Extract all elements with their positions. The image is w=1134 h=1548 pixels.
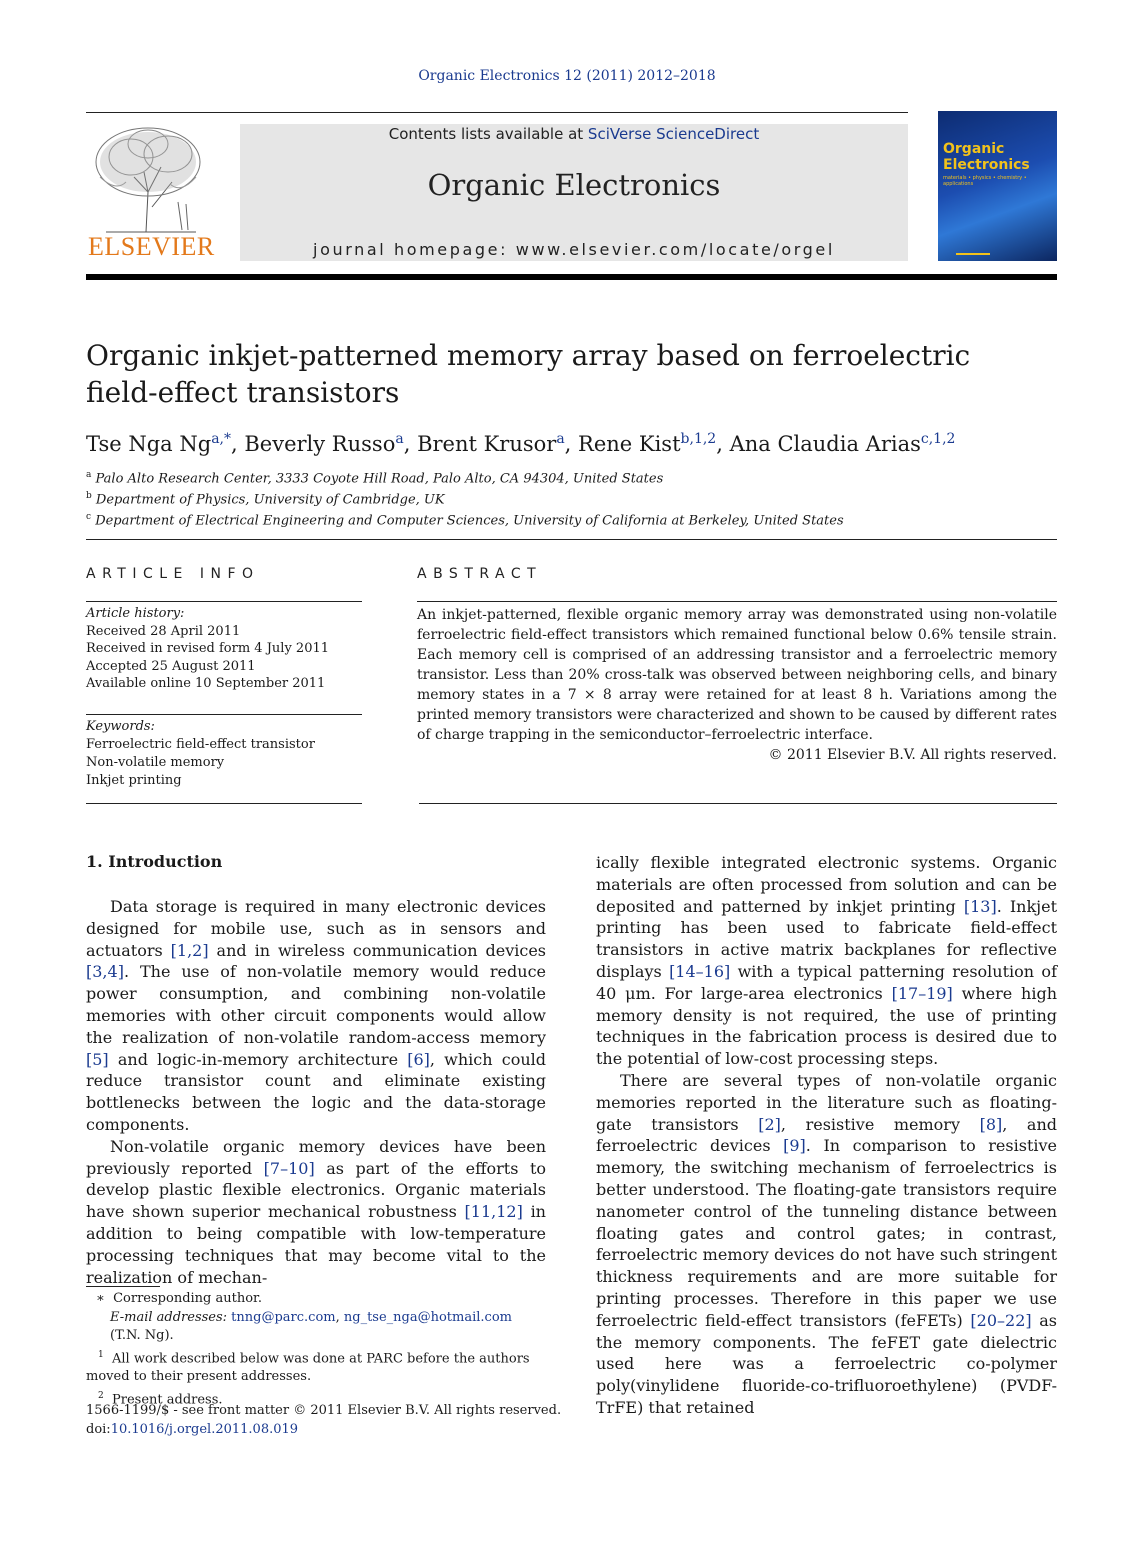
citation-ref[interactable]: [14–16] (669, 961, 731, 981)
author-separator: , (403, 432, 418, 456)
email-link[interactable]: tnng@parc.com (231, 1309, 336, 1325)
keyword: Inkjet printing (86, 773, 182, 788)
body-text: as the memory components. The feFET gate dielectric used here was a ferroelectric co-polymer poly(vinylidene fluoride-co-trifluoroethylene) (PVDF-TrFE) that retained (596, 1310, 1057, 1417)
affiliation (86, 509, 1046, 530)
affiliation-mark: a (86, 470, 92, 480)
info-rule (86, 803, 362, 804)
body-text: in addition to being compatible with low-temperature processing techniques that may become vital to the realization of mechan- (86, 1202, 546, 1287)
body-text: where high memory density is not required, the use of printing techniques in the fabrication process is desired due to the potential of low-cost processing steps. (596, 983, 1058, 1069)
footnotes (86, 1290, 546, 1410)
author-separator: , (716, 432, 730, 456)
body-text: . In comparison to resistive memory, the switching mechanism of ferroelectrics is better understood. The floating-gate transistors require nanometer control of the tunneling distance between floating gates and control gates; in contrast, ferroelectric memory devices do not have such stringent thickness requirements and are more suitable for printing processes. Therefore in this paper we use ferroelectric field-effect transistors (feFETs) (596, 1136, 1057, 1330)
header-rule (86, 112, 908, 113)
author-affil-mark[interactable]: b,1,2 (680, 431, 717, 447)
footnote-2: $^2$ Present address. (98, 1390, 223, 1408)
body-text: , resistive memory (780, 1114, 980, 1134)
article-history (86, 605, 362, 693)
cover-bar (956, 253, 990, 255)
paragraph (86, 896, 546, 1136)
footnote-1: $^1$ All work described below was done at PARC before the authors moved to their present addresses. (86, 1349, 530, 1385)
doi-link[interactable]: 10.1016/j.orgel.2011.08.019 (110, 1421, 299, 1437)
contents-line (240, 125, 908, 143)
body-text: with a typical patterning resolution of 40 μm. For large-area electronics (596, 961, 1057, 1003)
doi-line (86, 1421, 686, 1440)
body-text: as part of the efforts to develop plastic flexible electronics. Organic materials have shown superior mechanical robustness (86, 1158, 547, 1222)
history-item: Available online 10 September 2011 (86, 676, 326, 692)
citation-ref[interactable]: [2] (758, 1114, 781, 1134)
elsevier-logo (86, 122, 214, 262)
body-column-left (86, 896, 546, 1288)
contents-prefix: Contents lists available at (388, 125, 588, 143)
abstract-copyright: © 2011 Elsevier B.V. All rights reserved. (768, 747, 1057, 763)
section-heading: 1. Introduction (86, 852, 223, 871)
keyword: Non-volatile memory (86, 755, 225, 770)
paragraph (596, 852, 1057, 1070)
citation-ref[interactable]: [20–22] (970, 1310, 1032, 1330)
keyword: Ferroelectric field-effect transistor (86, 737, 315, 752)
abstract-rule (417, 601, 1057, 602)
author-affil-mark[interactable]: a (556, 431, 565, 447)
section-rule (86, 539, 1057, 540)
citation-ref[interactable]: [17–19] (891, 983, 953, 1003)
abstract-text: An inkjet-patterned, flexible organic memory array was demonstrated using non-volatile ferroelectric field-effect transistors which remained functional below 0.6% tensile strain. Each memory cell is comprised of an addressing transistor and a ferroelectric memory transistor. Less than 20% cross-talk was observed between neighboring cells, and binary memory states in a 7 × 8 array were retained for at least 8 h. Variations among the printed memory transistors were characterized and shown to be caused by different rates of charge trapping in the semiconductor–ferroelectric interface. (417, 607, 1057, 743)
elsevier-wordmark: ELSEVIER (88, 232, 215, 261)
email-link[interactable]: ng_tse_nga@hotmail.com (343, 1309, 512, 1325)
citation-ref[interactable]: [3,4] (86, 962, 124, 982)
affiliation (86, 488, 1046, 509)
journal-cover[interactable] (938, 111, 1057, 261)
author-affil-mark[interactable]: a,* (211, 431, 231, 447)
keywords-label: Keywords: (86, 719, 155, 734)
body-text: , and ferroelectric devices (596, 1114, 1058, 1156)
author-separator: , (564, 432, 579, 456)
abstract-rule (419, 803, 1057, 804)
email-suffix: (T.N. Ng). (110, 1328, 174, 1343)
author-affil-mark[interactable]: c,1,2 (920, 431, 956, 447)
citation-ref[interactable]: [13] (963, 896, 997, 916)
body-text: and in wireless communication devices (208, 940, 546, 960)
history-item: Received 28 April 2011 (86, 623, 241, 639)
footnote-rule (86, 1286, 160, 1287)
citation-ref[interactable]: [8] (979, 1114, 1003, 1134)
info-rule (86, 714, 362, 715)
email-label: E-mail addresses: (110, 1309, 232, 1325)
history-item: Accepted 25 August 2011 (86, 658, 256, 674)
affiliation-mark: b (86, 490, 92, 501)
history-item: Received in revised form 4 July 2011 (86, 641, 330, 657)
author: Tse Nga Ng (86, 432, 212, 456)
journal-homepage[interactable]: journal homepage: www.elsevier.com/locate/orgel (313, 240, 835, 259)
journal-name: Organic Electronics (427, 168, 721, 202)
footnote-email: E-mail addresses: tnng@parc.com, ng_tse_nga@hotmail.com (T.N. Ng). (110, 1309, 512, 1343)
journal-banner (240, 124, 908, 261)
sciencedirect-link[interactable]: SciVerse ScienceDirect (587, 125, 760, 143)
body-text: There are several types of non-volatile organic memories reported in the literature such as floating-gate transistors (596, 1070, 1057, 1134)
author: Beverly Russo (244, 432, 396, 456)
history-label: Article history: (86, 606, 185, 621)
header-thick-rule (86, 274, 1057, 280)
journal-citation[interactable]: Organic Electronics 12 (2011) 2012–2018 (418, 68, 716, 84)
issn-line: 1566-1199/$ - see front matter © 2011 Elsevier B.V. All rights reserved. (86, 1403, 562, 1418)
footnote-corresponding: ∗ Corresponding author. (96, 1291, 262, 1306)
body-text: Data storage is required in many electronic devices designed for mobile use, such as in sensors and actuators (86, 897, 546, 960)
title-line1: Organic inkjet-patterned memory array based on ferroelectric (86, 339, 971, 372)
front-matter (86, 1402, 686, 1439)
doi-prefix: doi: (86, 1421, 111, 1437)
author: Rene Kist (578, 432, 681, 456)
title-line2: field-effect transistors (86, 376, 400, 409)
article-title (86, 337, 1046, 411)
author: Ana Claudia Arias (729, 432, 921, 456)
paragraph (596, 1070, 1057, 1419)
affiliation-mark: c (86, 511, 92, 522)
article-info-heading: ARTICLE INFO (86, 566, 260, 582)
footnote-text: All work described below was done at PARC before the authors moved to their present addresses. (86, 1350, 530, 1385)
abstract-heading: ABSTRACT (417, 566, 543, 582)
tree-icon (86, 122, 214, 234)
affiliation-text: Department of Physics, University of Cambridge, UK (95, 492, 445, 508)
body-text: and logic-in-memory architecture (108, 1049, 408, 1069)
body-text: ically flexible integrated electronic systems. Organic materials are often processed from solution and can be deposited and patterned by inkjet printing (596, 853, 1057, 916)
citation-ref[interactable]: [1,2] (170, 940, 209, 960)
affiliation-text: Palo Alto Research Center, 3333 Coyote Hill Road, Palo Alto, CA 94304, United States (95, 471, 664, 487)
body-text: . The use of non-volatile memory would reduce power consumption, and combining non-volatile memories with other circuit components would allow the realization of non-volatile random-access memory (86, 962, 546, 1047)
cover-title-line2: Electronics (943, 157, 1030, 173)
citation-ref[interactable]: [5] (86, 1049, 109, 1069)
author-affil-mark[interactable]: a (395, 431, 404, 447)
author-separator: , (231, 432, 245, 456)
abstract (417, 605, 1057, 765)
affiliation-text: Department of Electrical Engineering and Computer Sciences, University of California at Berkeley, United States (95, 512, 844, 528)
cover-subtitle: materials • physics • chemistry • applications (943, 175, 1027, 187)
citation-ref[interactable]: [6] (407, 1049, 430, 1069)
affiliations (86, 467, 1046, 529)
citation-ref[interactable]: [11,12] (464, 1202, 523, 1222)
cover-title-line1: Organic (943, 141, 1005, 157)
body-text: . Inkjet printing has been used to fabricate field-effect transistors in active matrix backplanes for reflective displays (596, 896, 1057, 981)
paragraph (86, 1136, 546, 1289)
affiliation (86, 467, 1046, 488)
info-rule (86, 601, 362, 602)
footnote-text: Present address. (112, 1392, 223, 1408)
body-text: Non-volatile organic memory devices have been previously reported (86, 1136, 546, 1178)
body-text: , which could reduce transistor count and eliminate existing bottlenecks between the logic and the data-storage components. (86, 1049, 546, 1134)
author: Brent Krusor (417, 432, 557, 456)
citation-ref[interactable]: [9] (783, 1136, 806, 1156)
body-column-right (596, 852, 1057, 1419)
author-list (86, 424, 1046, 459)
citation-ref[interactable]: [7–10] (263, 1158, 315, 1178)
cover-title (943, 141, 1030, 173)
footnote-text: Corresponding author. (113, 1291, 262, 1306)
keywords (86, 718, 362, 790)
